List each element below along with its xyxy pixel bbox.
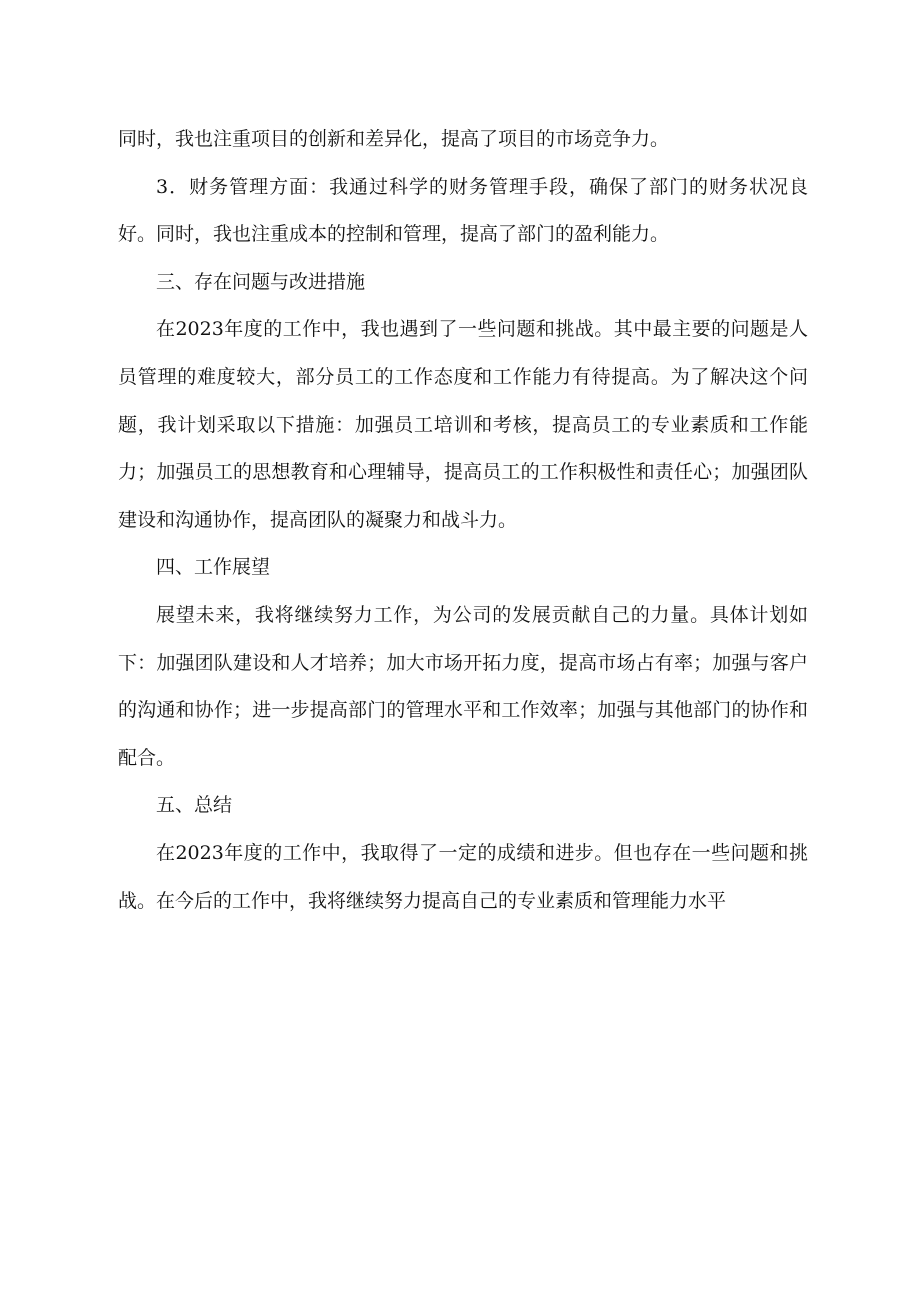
paragraph-financial-management: 3．财务管理方面：我通过科学的财务管理手段，确保了部门的财务状况良好。同时，我也注重成本的控制和管理，提高了部门的盈利能力。 [118, 175, 808, 246]
document-body [118, 116, 808, 925]
paragraph-problems: 在2023年度的工作中，我也遇到了一些问题和挑战。其中最主要的问题是人员管理的难度较大，部分员工的工作态度和工作能力有待提高。为了解决这个问题，我计划采取以下措施：加强员工培训和考核，提高员工的专业素质和工作能力；加强员工的思想教育和心理辅导，提高员工的工作积极性和责任心；加强团队建设和沟通协作，提高团队的凝聚力和战斗力。 [118, 318, 808, 531]
paragraph-summary: 在2023年度的工作中，我取得了一定的成绩和进步。但也存在一些问题和挑战。在今后的工作中，我将继续努力提高自己的专业素质和管理能力水平 [118, 841, 808, 912]
section-heading-problems: 三、存在问题与改进措施 [156, 270, 366, 293]
paragraph-outlook: 展望未来，我将继续努力工作，为公司的发展贡献自己的力量。具体计划如下：加强团队建设和人才培养；加大市场开拓力度，提高市场占有率；加强与客户的沟通和协作；进一步提高部门的管理水平和工作效率；加强与其他部门的协作和配合。 [118, 603, 808, 769]
section-heading-summary: 五、总结 [156, 794, 233, 817]
paragraph-continuation: 同时，我也注重项目的创新和差异化，提高了项目的市场竞争力。 [118, 128, 670, 150]
section-heading-outlook: 四、工作展望 [156, 556, 271, 579]
